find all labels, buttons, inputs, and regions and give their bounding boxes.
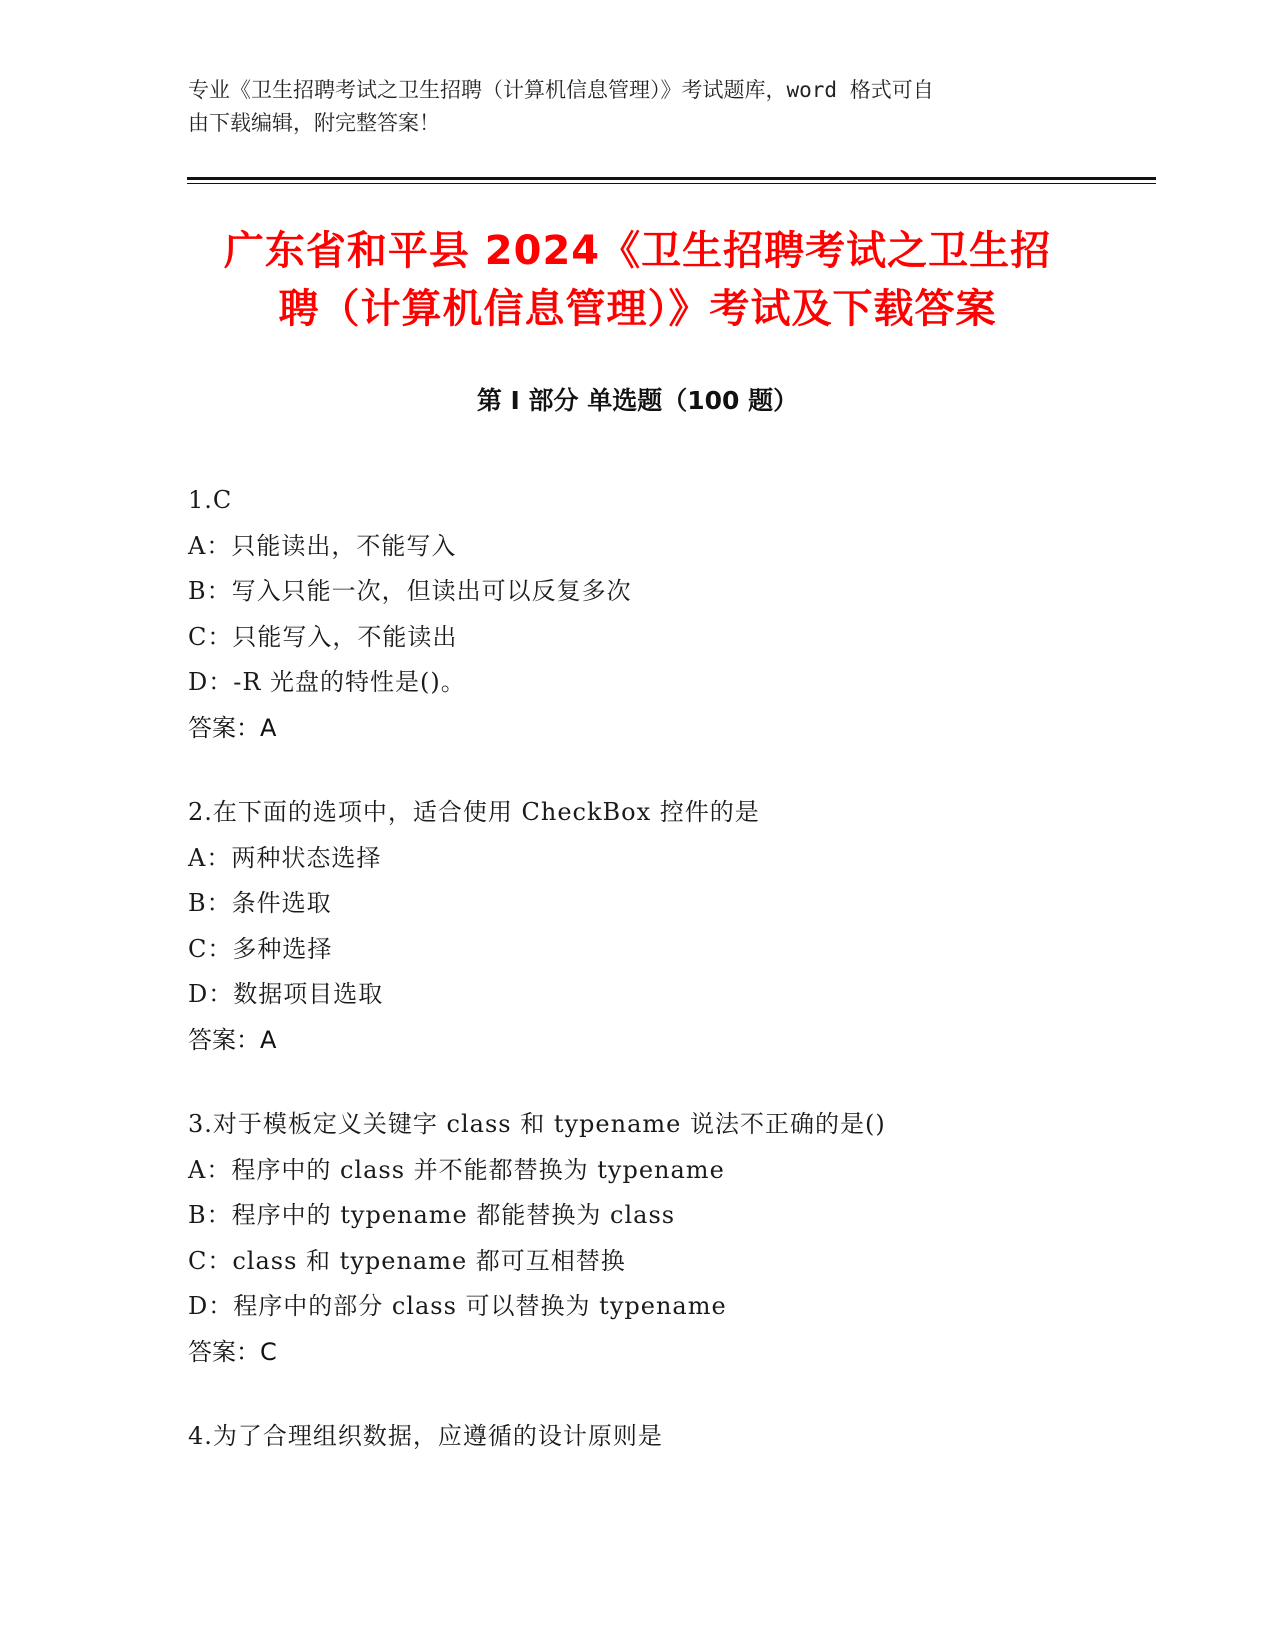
question-1 (188, 478, 1148, 751)
option-b: B：程序中的 typename 都能替换为 class (188, 1201, 676, 1229)
option-a: A：两种状态选择 (188, 843, 382, 872)
option-a: A：只能读出，不能写入 (188, 531, 457, 560)
option-c: C：只能写入，不能读出 (188, 622, 458, 651)
header-divider-thin (187, 183, 1156, 184)
question-stem: 3.对于模板定义关键字 class 和 typename 说法不正确的是() (188, 1110, 886, 1138)
header-note (188, 74, 1068, 140)
question-3 (188, 1102, 1148, 1375)
option-b: B：写入只能一次，但读出可以反复多次 (188, 577, 632, 605)
header-divider-thick (187, 177, 1156, 180)
option-d: D：数据项目选取 (188, 980, 384, 1008)
option-d: D：程序中的部分 class 可以替换为 typename (188, 1292, 727, 1320)
document-title-line-1: 广东省和平县 2024《卫生招聘考试之卫生招 (223, 228, 1052, 274)
question-stem: 1.C (188, 486, 233, 514)
answer-line: 答案：A (188, 713, 277, 742)
document-title (150, 222, 1125, 338)
question-2 (188, 790, 1148, 1063)
header-note-line-1: 专业《卫生招聘考试之卫生招聘（计算机信息管理）》考试题库，word 格式可自 (188, 78, 934, 102)
option-c: C：多种选择 (188, 934, 333, 963)
header-note-line-2: 由下载编辑，附完整答案！ (188, 111, 440, 135)
answer-line: 答案：C (188, 1337, 277, 1366)
document-title-line-2: 聘（计算机信息管理）》考试及下载答案 (278, 286, 997, 332)
question-list (188, 478, 1148, 1499)
question-stem: 2.在下面的选项中，适合使用 CheckBox 控件的是 (188, 798, 760, 826)
question-4 (188, 1414, 1148, 1460)
section-heading: 第 I 部分 单选题（100 题） (476, 386, 799, 415)
question-stem: 4.为了合理组织数据，应遵循的设计原则是 (188, 1422, 663, 1450)
option-a: A：程序中的 class 并不能都替换为 typename (188, 1155, 725, 1184)
option-d: D：-R 光盘的特性是()。 (188, 668, 466, 696)
option-b: B：条件选取 (188, 889, 332, 917)
option-c: C：class 和 typename 都可互相替换 (188, 1246, 626, 1275)
answer-line: 答案：A (188, 1025, 277, 1054)
